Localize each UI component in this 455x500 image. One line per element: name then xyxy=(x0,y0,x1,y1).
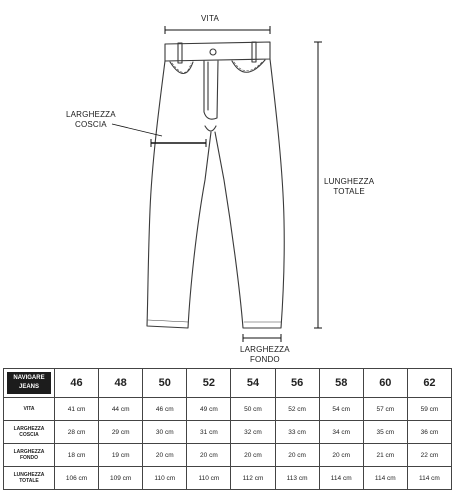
table-row xyxy=(4,421,452,444)
button xyxy=(210,49,216,55)
table-row xyxy=(4,444,452,467)
table-cell: 114 cm xyxy=(407,467,451,490)
table-cell: 20 cm xyxy=(231,444,275,467)
table-cell: 19 cm xyxy=(99,444,143,467)
table-cell: 44 cm xyxy=(99,398,143,421)
size-header: 50 xyxy=(143,369,187,398)
table-cell: 29 cm xyxy=(99,421,143,444)
table-row xyxy=(4,398,452,421)
table-cell: 50 cm xyxy=(231,398,275,421)
table-cell: 54 cm xyxy=(319,398,363,421)
table-cell: 20 cm xyxy=(275,444,319,467)
table-cell: 28 cm xyxy=(55,421,99,444)
table-cell: 57 cm xyxy=(363,398,407,421)
table-cell: 110 cm xyxy=(187,467,231,490)
size-header: 54 xyxy=(231,369,275,398)
table-row xyxy=(4,467,452,490)
coscia-label: LARGHEZZA COSCIA xyxy=(66,110,116,129)
size-header: 60 xyxy=(363,369,407,398)
brand-cell xyxy=(4,369,55,398)
size-header: 48 xyxy=(99,369,143,398)
row-label: LARGHEZZA COSCIA xyxy=(4,421,55,444)
size-header: 52 xyxy=(187,369,231,398)
vita-label: VITA xyxy=(201,14,219,23)
lunghezza-label: LUNGHEZZA TOTALE xyxy=(324,177,375,196)
table-cell: 41 cm xyxy=(55,398,99,421)
table-cell: 20 cm xyxy=(319,444,363,467)
table-cell: 110 cm xyxy=(143,467,187,490)
size-header: 46 xyxy=(55,369,99,398)
table-cell: 109 cm xyxy=(99,467,143,490)
waistband xyxy=(165,42,270,61)
size-header: 56 xyxy=(275,369,319,398)
crotch xyxy=(205,126,216,131)
table-cell: 35 cm xyxy=(363,421,407,444)
fly xyxy=(204,61,218,119)
belt-loop xyxy=(178,43,182,63)
table-cell: 36 cm xyxy=(407,421,451,444)
table-cell: 49 cm xyxy=(187,398,231,421)
table-cell: 22 cm xyxy=(407,444,451,467)
left-leg-outline xyxy=(147,61,211,328)
table-cell: 20 cm xyxy=(187,444,231,467)
row-label: LUNGHEZZA TOTALE xyxy=(4,467,55,490)
table-cell: 30 cm xyxy=(143,421,187,444)
table-cell: 113 cm xyxy=(275,467,319,490)
row-label: VITA xyxy=(4,398,55,421)
brand-badge: NAVIGARE JEANS xyxy=(7,372,51,394)
table-cell: 32 cm xyxy=(231,421,275,444)
size-table xyxy=(3,368,452,490)
table-cell: 114 cm xyxy=(363,467,407,490)
table-cell: 112 cm xyxy=(231,467,275,490)
size-header: 58 xyxy=(319,369,363,398)
table-cell: 20 cm xyxy=(143,444,187,467)
fondo-label: LARGHEZZA FONDO xyxy=(240,345,290,364)
table-cell: 52 cm xyxy=(275,398,319,421)
table-cell: 46 cm xyxy=(143,398,187,421)
size-header: 62 xyxy=(407,369,451,398)
table-cell: 59 cm xyxy=(407,398,451,421)
row-label: LARGHEZZA FONDO xyxy=(4,444,55,467)
table-cell: 33 cm xyxy=(275,421,319,444)
right-leg-outline xyxy=(215,59,284,328)
table-cell: 106 cm xyxy=(55,467,99,490)
table-cell: 114 cm xyxy=(319,467,363,490)
table-cell: 21 cm xyxy=(363,444,407,467)
table-cell: 31 cm xyxy=(187,421,231,444)
table-cell: 34 cm xyxy=(319,421,363,444)
table-cell: 18 cm xyxy=(55,444,99,467)
size-header-row xyxy=(4,369,452,398)
